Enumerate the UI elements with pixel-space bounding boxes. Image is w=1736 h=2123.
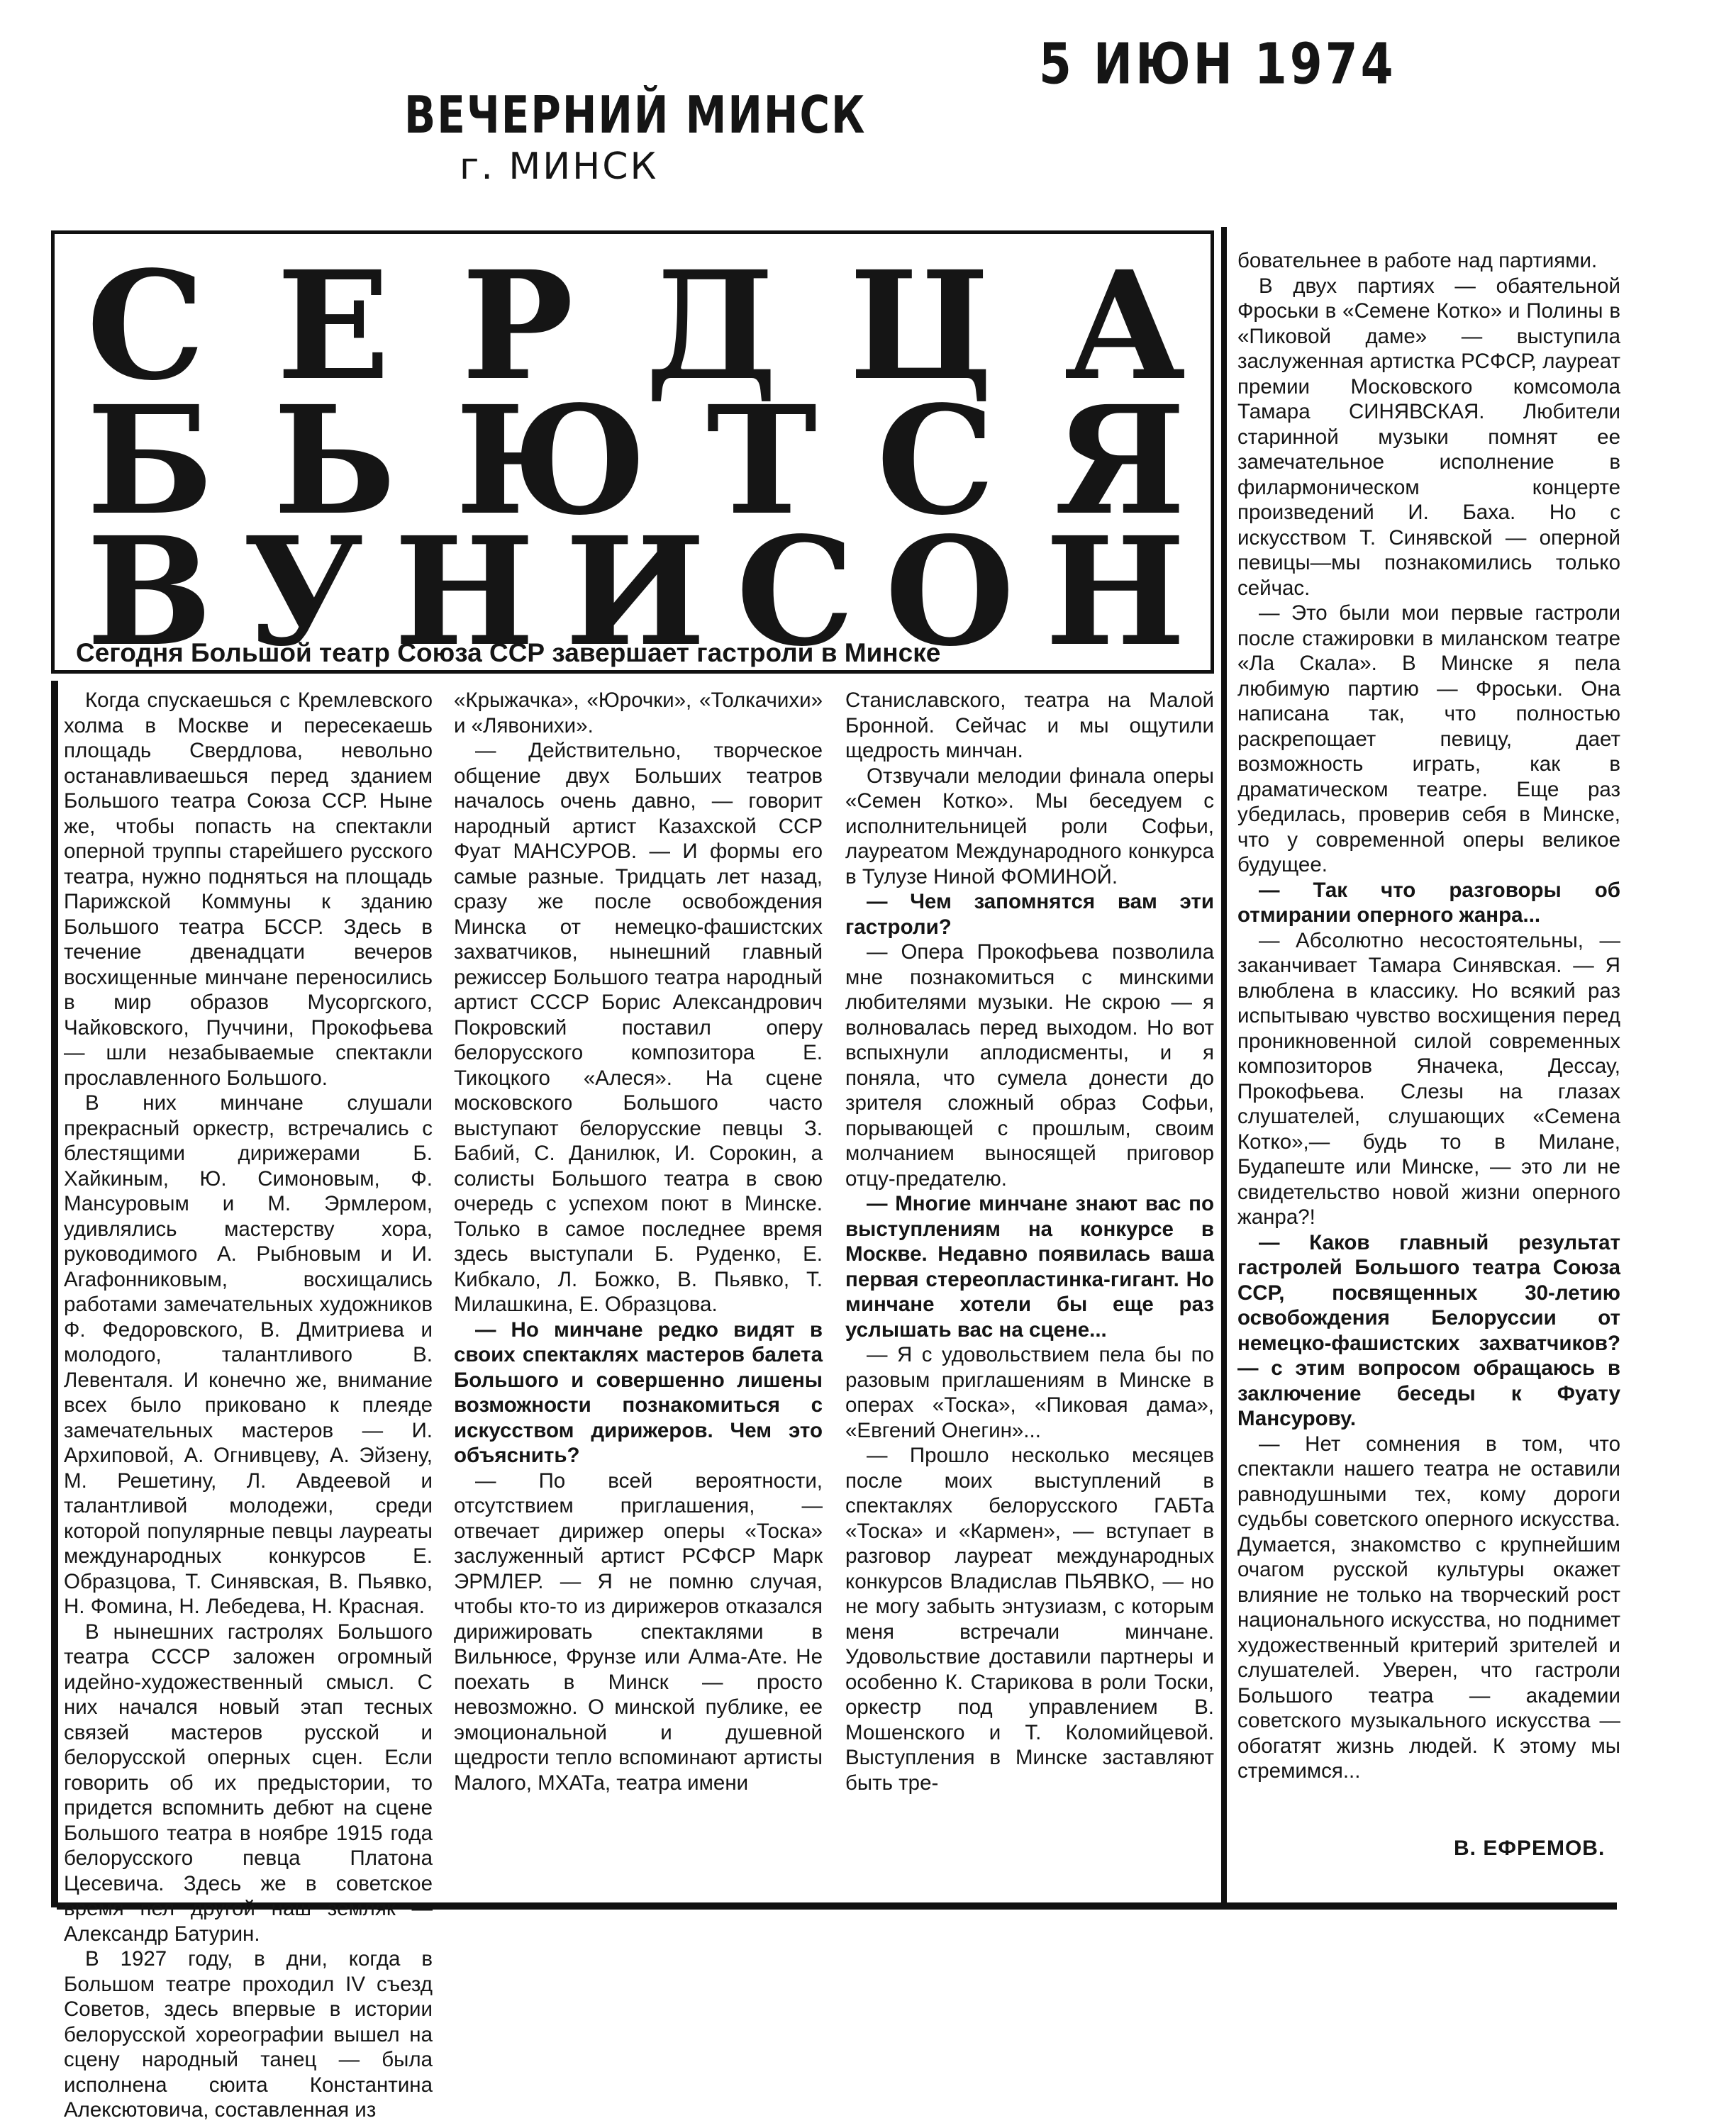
- headline-letter: У: [243, 504, 364, 679]
- paragraph: В нынешних гастролях Большого театра СССР заложен огромный идейно-художественный смысл. С них начался новый этап тесных связей мастеров русской и белорусской оперных сцен. Если говорить об их предыстории, то придется вспомнить дебют на сцене Большого театра в ноябре 1915 года белорусского певца Платона Цесевича. Здесь же в советское время пел другой наш земляк — Александр Батурин.: [64, 1620, 433, 1946]
- headline-letter: И: [564, 504, 706, 679]
- question-paragraph: — Каков главный результат гастролей Большого театра Союза ССР, посвященных 30-летию освобождения Белоруссии от немецко-фашистских захватчиков? — с этим вопросом обращаюсь в заключение беседы к Фуату Мансурову.: [1237, 1230, 1620, 1430]
- question-paragraph: — Так что разговоры об отмирании оперного жанра...: [1237, 878, 1620, 927]
- paragraph: Отзвучали мелодии финала оперы «Семен Котко». Мы беседуем с исполнительницей роли Софьи, лауреатом Международного конкурса в Тулузе Ниной ФОМИНОЙ.: [845, 764, 1214, 888]
- question-paragraph: — Но минчане редко видят в своих спектаклях мастеров балета Большого и совершенно лишены возможности познакомиться с искусством дирижеров. Чем это объяснить?: [454, 1317, 823, 1467]
- date-stamp: 5 ИЮН 1974: [1039, 31, 1396, 97]
- article-column-4: [1237, 248, 1620, 1784]
- headline-letter: Р: [461, 238, 574, 413]
- headline-letter: С: [735, 504, 855, 679]
- headline-letter: Ц: [849, 238, 994, 413]
- headline-letter: А: [1064, 238, 1186, 413]
- paragraph: бовательнее в работе над партиями.: [1237, 249, 1598, 272]
- headline-letter: В: [87, 504, 213, 679]
- paragraph: — Абсолютно несостоятельны, — заканчивает Тамара Синявская. — Я влюблена в классику. Но всякий раз испытываю чувство восхищения перед проникновенной силой современных композиторов Яначека, Дессау, Прокофьева. Слезы на глазах слушателей, слушающих «Семена Котко»,— будь то в Милане, Будапеште или Минске, — это ли не свидетельство новой жизни оперного жанра?!: [1237, 928, 1620, 1229]
- paragraph: — Прошло несколько месяцев после моих выступлений в спектаклях белорусского ГАБТа «Тоска» и «Кармен», — вступает в разговор лауреат международных конкурсов Владислав ПЬЯВКО, — но не могу забыть энтузиазм, с которым меня встречали минчане. Удовольствие доставили партнеры и особенно К. Старикова в роли Тоски, оркестр под управлением В. Мошенского и Т. Коломийцевой. Выступления в Минске заставляют быть тре-: [845, 1444, 1214, 1795]
- right-column-rule: [1221, 227, 1227, 1907]
- headline-letter: Н: [1045, 504, 1186, 679]
- headline-letter: Д: [645, 238, 778, 413]
- subheadline: Сегодня Большой театр Союза ССР завершает гастроли в Минске: [76, 638, 941, 667]
- headline-letter: С: [876, 373, 996, 548]
- article-column-3: [845, 688, 1214, 1795]
- article-column-1: [64, 688, 433, 2123]
- headline-letter: Н: [394, 504, 535, 679]
- article-column-2: [454, 688, 823, 1795]
- question-paragraph: — Многие минчане знают вас по выступлениям на конкурсе в Москве. Недавно появилась ваша первая стереопластинка-гигант. Но минчане хотели бы еще раз услышать вас на сцене...: [845, 1192, 1214, 1342]
- headline-letter: О: [884, 504, 1015, 679]
- headline-letter: Ь: [273, 373, 396, 548]
- paragraph: — Опера Прокофьева позволила мне познакомиться с минскими любителями музыки. Не скрою — я волновалась перед выходом. Но вот вспыхнули аплодисменты, и я поняла, что сумела донести до зрителя сложный образ Софьи, порывающей с прошлым, своим молчанием выносящей приговор отцу-предателю.: [845, 940, 1214, 1191]
- newspaper-name-stamp: ВЕЧЕРНИЙ МИНСК: [404, 84, 867, 145]
- paragraph: — Действительно, творческое общение двух Больших театров началось очень давно, — говорит народный артист Казахской ССР Фуат МАНСУРОВ. — И формы его самые разные. Тридцать лет назад, сразу же после освобождения Минска от немецко-фашистских захватчиков, нынешний главный режиссер Большого театра народный артист СССР Борис Александрович Покровский поставил оперу белорусского композитора Е. Тикоцкого «Алеся». На сцене московского Большого часто выступают белорусские певцы З. Бабий, С. Данилюк, И. Сорокин, а солисты Большого театра в свою очередь с успехом поют в Минске. Только в самое последнее время здесь выступали Б. Руденко, Е. Кибкало, Л. Божко, В. Пьявко, Т. Милашкина, Е. Образцова.: [454, 739, 823, 1316]
- city-stamp: г. МИНСК: [460, 145, 659, 188]
- paragraph: Когда спускаешься с Кремлевского холма в Москве и пересекаешь площадь Свердлова, невольно останавливаешься перед зданием Большого театра Союза ССР. Ныне же, чтобы попасть на спектакли оперной труппы старейшего русского театра, нужно подняться на площадь Парижской Коммуны к зданию Большого театра БССР. Здесь в течение двенадцати вечеров восхищенные минчане переносились в мир образов Мусоргского, Чайковского, Пуччини, Прокофьева — шли незабываемые спектакли прославленного Большого.: [64, 689, 433, 1090]
- headline-letter: Я: [1054, 373, 1186, 548]
- paragraph: — Я с удовольствием пела бы по разовым приглашениям в Минске в операх «Тоска», «Пиковая дама», «Евгений Онегин»...: [845, 1343, 1214, 1442]
- paragraph: Станиславского, театра на Малой Бронной. Сейчас и мы ощутили щедрость минчан.: [845, 689, 1214, 762]
- paragraph: В них минчане слушали прекрасный оркестр, встречались с блестящими дирижерами Б. Хайкиным, Ю. Симоновым, Ф. Мансуровым и М. Эрмлером, удивлялись мастерству хора, руководимого А. Рыбновым и И. Агафонниковым, восхищались работами замечательных художников Ф. Федоровского, В. Дмитриева и молодого, талантливого В. Левенталя. И конечно же, внимание всех было приковано к плеяде замечательных мастеров — И. Архиповой, А. Огнивцеву, А. Эйзену, М. Решетину, Л. Авдеевой и талантливой молодежи, среди которой популярные певцы лауреаты международных конкурсов Е. Образцова, Т. Синявская, В. Пьявко, Н. Фомина, Н. Лебедева, Н. Красная.: [64, 1091, 433, 1618]
- paragraph: В 1927 году, в дни, когда в Большом театре проходил IV съезд Советов, здесь впервые в истории белорусской хореографии вышел на сцену народный танец — была исполнена сюита Константина Алексютовича, составленная из: [64, 1947, 433, 2122]
- headline-box: [51, 230, 1214, 679]
- headline-letter: С: [87, 238, 206, 413]
- headline-letter: Б: [87, 373, 214, 548]
- paragraph: «Крыжачка», «Юрочки», «Толкачихи» и «Лявонихи».: [454, 689, 823, 737]
- headline-letter: Т: [706, 373, 818, 548]
- headline-letter: Е: [276, 238, 391, 413]
- author-signature: В. ЕФРЕМОВ.: [1454, 1837, 1606, 1860]
- paragraph: В двух партиях — обаятельной Фроськи в «Семене Котко» и Полины в «Пиковой даме» — выступила заслуженная артистка РСФСР, лауреат премии Московского комсомола Тамара СИНЯВСКАЯ. Любители старинной музыки помнят ее замечательное исполнение в филармоническом концерте произведений И. Баха. Но с искусством Т. Синявской — оперной певицы—мы познакомились только сейчас.: [1237, 274, 1620, 600]
- paragraph: — Нет сомнения в том, что спектакли нашего театра не оставили равнодушными тех, кому дороги судьбы советского оперного искусства. Думается, знакомство с крупнейшим очагом русской культуры окажет влияние не только на творческий рост национального искусства, но поднимет художественный критерий зрителей и слушателей. Уверен, что гастроли Большого театра — академии советского музыкального искусства — обогатят жизнь людей. К этому мы стремимся...: [1237, 1432, 1620, 1783]
- headline-letter: Ю: [455, 373, 647, 548]
- question-paragraph: — Чем запомнятся вам эти гастроли?: [845, 890, 1214, 939]
- left-border-rule: [51, 681, 58, 1907]
- paragraph: — Это были мои первые гастроли после стажировки в миланском театре «Ла Скала». В Минске я пела любимую партию — Фроськи. Она написана так, что полностью раскрепощает певицу, дает возможность играть, как в драматическом театре. Еще раз убедилась, проверив себя в Минске, что у современной оперы великое будущее.: [1237, 601, 1620, 876]
- paragraph: — По всей вероятности, отсутствием приглашения, — отвечает дирижер оперы «Тоска» заслуженный артист РСФСР Марк ЭРМЛЕР. — Я не помню случая, чтобы кто-то из дирижеров отказался дирижировать спектаклями в Вильнюсе, Фрунзе или Алма-Ате. Не поехать в Минск — просто невозможно. О минской публике, ее эмоциональной и душевной щедрости тепло вспоминают артисты Малого, МХАТа, театра имени: [454, 1469, 823, 1795]
